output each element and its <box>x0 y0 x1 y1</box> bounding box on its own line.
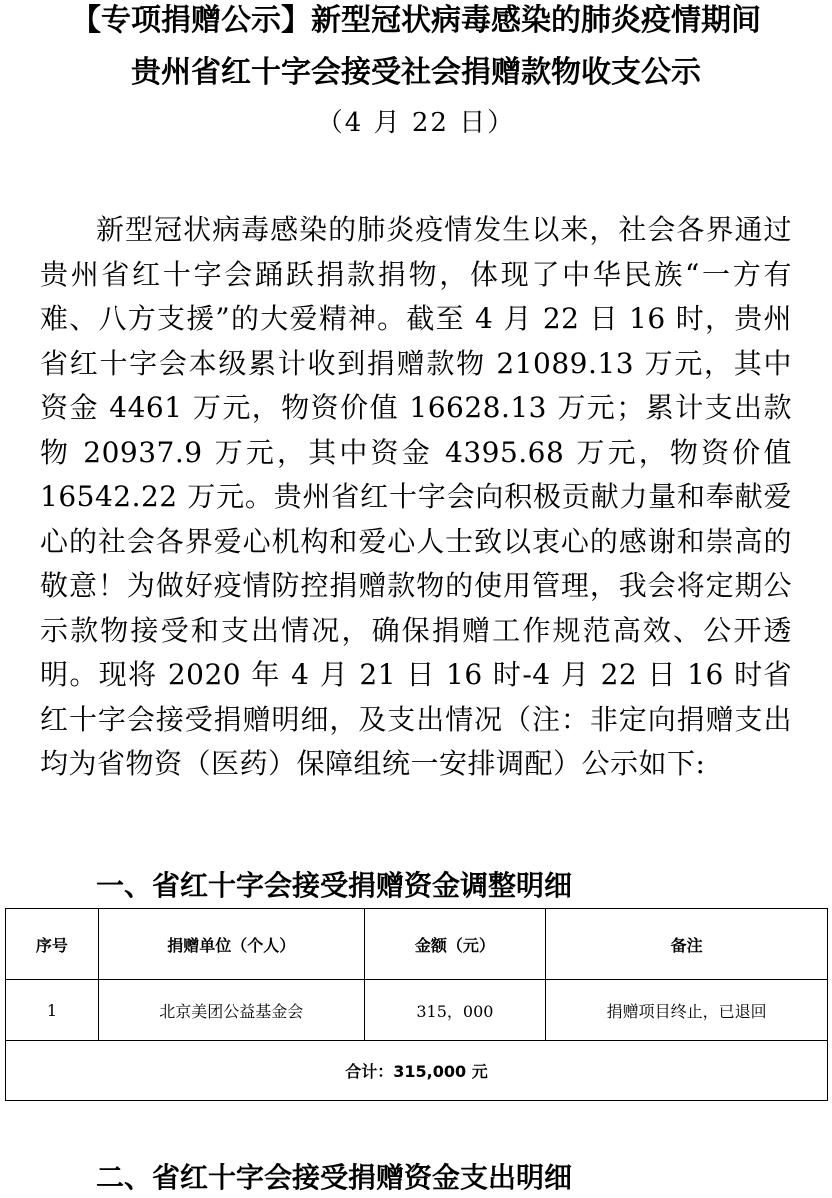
document-title-line2: 贵州省红十字会接受社会捐赠款物收支公示 <box>131 55 701 90</box>
table-total-row <box>6 1041 828 1101</box>
body-paragraph: 新型冠状病毒感染的肺炎疫情发生以来，社会各界通过贵州省红十字会踊跃捐款捐物，体现了中华民族“一方有难、八方支援”的大爱精神。截至 4 月 22 日 16 时，贵州省红十字会本级累计收到捐赠款物 21089.13 万元，其中资金 4461 万元，物资价值 16628.13 万元；累计支出款物 20937.9 万元，其中资金 4395.68 万元，物资价值 16542.22 万元。贵州省红十字会向积极贡献力量和奉献爱心的社会各界爱心机构和爱心人士致以衷心的感谢和崇高的敬意！为做好疫情防控捐赠款物的使用管理，我会将定期公示款物接受和支出情况，确保捐赠工作规范高效、公开透明。现将 2020 年 4 月 21 日 16 时-4 月 22 日 16 时省红十字会接受捐赠明细，及支出情况（注：非定向捐赠支出均为省物资（医药）保障组统一安排调配）公示如下: <box>40 213 792 780</box>
cell-index: 1 <box>6 980 99 1041</box>
cell-total: 合计：315,000 元 <box>6 1041 828 1101</box>
document-body <box>40 208 792 787</box>
cell-note: 捐赠项目终止，已退回 <box>546 980 828 1041</box>
header-index: 序号 <box>6 909 99 980</box>
header-note: 备注 <box>546 909 828 980</box>
section2-title: 二、省红十字会接受捐赠资金支出明细 <box>96 1161 573 1194</box>
section1-title: 一、省红十字会接受捐赠资金调整明细 <box>96 869 573 902</box>
document-title-line1: 【专项捐赠公示】新型冠状病毒感染的肺炎疫情期间 <box>71 3 761 38</box>
cell-donor: 北京美团公益基金会 <box>98 980 364 1041</box>
header-amount: 金额（元） <box>364 909 546 980</box>
table-header-row <box>6 909 828 980</box>
donation-adjustment-table <box>5 908 828 1101</box>
cell-amount: 315，000 <box>364 980 546 1041</box>
table-row <box>6 980 828 1041</box>
document-date: （4 月 22 日） <box>316 108 516 138</box>
header-donor: 捐赠单位（个人） <box>98 909 364 980</box>
